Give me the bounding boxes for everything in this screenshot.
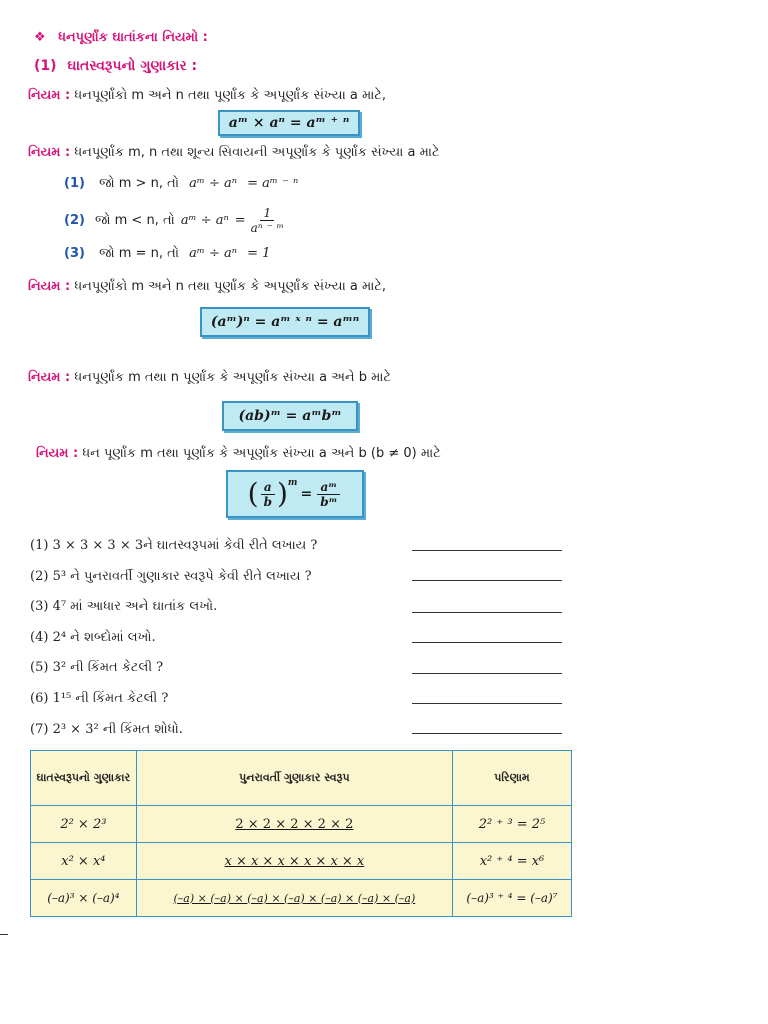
- answer-blank-1[interactable]: [412, 550, 562, 551]
- case-1: (1) જો m > n, તો aᵐ ÷ aⁿ = aᵐ ⁻ ⁿ: [64, 176, 299, 191]
- table-cell: 2 × 2 × 2 × 2 × 2: [136, 806, 452, 843]
- table-cell: x² × x⁴: [31, 843, 137, 880]
- formula-product-rule: aᵐ × aⁿ = aᵐ ⁺ ⁿ: [218, 110, 360, 136]
- table-cell: 2² × 2³: [31, 806, 137, 843]
- rule-4: નિયમ : ધનપૂર્ણાંક m તથા n પૂર્ણાંક કે અપૂર્ણાંક સંખ્યા a અને b માટે: [28, 370, 392, 385]
- table-cell: (–a)³ × (–a)⁴: [31, 880, 137, 917]
- bullet-icon: ❖: [34, 30, 46, 45]
- table-header: પુનરાવર્તી ગુણાકાર સ્વરૂપ: [136, 751, 452, 806]
- question-6: (6) 1¹⁵ ની કિંમત કેટલી ?: [30, 691, 169, 706]
- answer-blank-3[interactable]: [412, 612, 562, 613]
- question-7: (7) 2³ × 3² ની કિંમત શોધો.: [30, 722, 183, 737]
- rule-2: નિયમ : ધનપૂર્ણાંક m, n તથા શૂન્ય સિવાયની અપૂર્ણાંક કે પૂર્ણાંક સંખ્યા a માટે: [28, 145, 440, 160]
- formula-quotient-power: ( $\frac{a}{b}$ ) $^m$ = $\frac{\text{aᵐ}}{\text{bᵐ}}$: [226, 470, 364, 518]
- rule-1: નિયમ : ધનપૂર્ણાંકો m અને n તથા પૂર્ણાંક કે અપૂર્ણાંક સંખ્યા a માટે,: [28, 88, 387, 103]
- answer-blank-2[interactable]: [412, 580, 562, 581]
- question-1: (1) 3 × 3 × 3 × 3ને ઘાતસ્વરૂપમાં કેવી રીતે લખાય ?: [30, 538, 318, 553]
- table-header-row: [31, 751, 572, 806]
- case-2-fraction: $\frac{1}{\text{aⁿ ⁻ ᵐ}}$: [250, 206, 284, 235]
- table-header: પરિણામ: [452, 751, 571, 806]
- rule-5: નિયમ : ધન પૂર્ણાંક m તથા પૂર્ણાંક કે અપૂર્ણાંક સંખ્યા a અને b (b ≠ 0) માટે: [36, 446, 441, 461]
- table-cell: (–a) × (–a) × (–a) × (–a) × (–a) × (–a) × (–a): [136, 880, 452, 917]
- table-row: [31, 880, 572, 917]
- sub-heading: (1) ઘાતસ્વરૂપનો ગુણાકાર :: [34, 58, 198, 74]
- table-row: [31, 843, 572, 880]
- table-header: ઘાતસ્વરૂપનો ગુણાકાર: [31, 751, 137, 806]
- quotient-result-fraction: $\frac{\text{aᵐ}}{\text{bᵐ}}$: [317, 480, 340, 509]
- table-cell: 2² ⁺ ³ = 2⁵: [452, 806, 571, 843]
- table-cell: (–a)³ ⁺ ⁴ = (–a)⁷: [452, 880, 571, 917]
- answer-blank-7[interactable]: [412, 733, 562, 734]
- formula-power-of-power: (aᵐ)ⁿ = aᵐ ˣ ⁿ = aᵐⁿ: [200, 307, 370, 337]
- formula-product-power: (ab)ᵐ = aᵐbᵐ: [222, 401, 358, 431]
- question-3: (3) 4⁷ માં આધાર અને ઘાતાંક લખો.: [30, 599, 218, 614]
- case-3: (3) જો m = n, તો aᵐ ÷ aⁿ = 1: [64, 246, 271, 261]
- table-row: [31, 806, 572, 843]
- answer-blank-5[interactable]: [412, 673, 562, 674]
- table-cell: x × x × x × x × x × x: [136, 843, 452, 880]
- section-heading: ❖ ધનપૂર્ણાંક ઘાતાંકના નિયમો :: [34, 30, 208, 45]
- quotient-base-fraction: $\frac{a}{b}$: [261, 480, 275, 509]
- question-4: (4) 2⁴ ને શબ્દોમાં લખો.: [30, 630, 156, 645]
- case-2: (2) જો m < n, તો aᵐ ÷ aⁿ = $\frac{1}{\text{aⁿ ⁻ ᵐ}}$: [64, 206, 289, 235]
- rule-3: નિયમ : ધનપૂર્ણાંકો m અને n તથા પૂર્ણાંક કે અપૂર્ણાંક સંખ્યા a માટે,: [28, 279, 387, 294]
- question-2: (2) 5³ ને પુનરાવર્તી ગુણાકાર સ્વરૂપે કેવી રીતે લખાય ?: [30, 569, 312, 584]
- table-cell: x² ⁺ ⁴ = x⁶: [452, 843, 571, 880]
- margin-mark: [0, 934, 8, 935]
- answer-blank-6[interactable]: [412, 703, 562, 704]
- question-5: (5) 3² ની કિંમત કેટલી ?: [30, 660, 164, 675]
- answer-blank-4[interactable]: [412, 642, 562, 643]
- exponent-table: [30, 750, 572, 917]
